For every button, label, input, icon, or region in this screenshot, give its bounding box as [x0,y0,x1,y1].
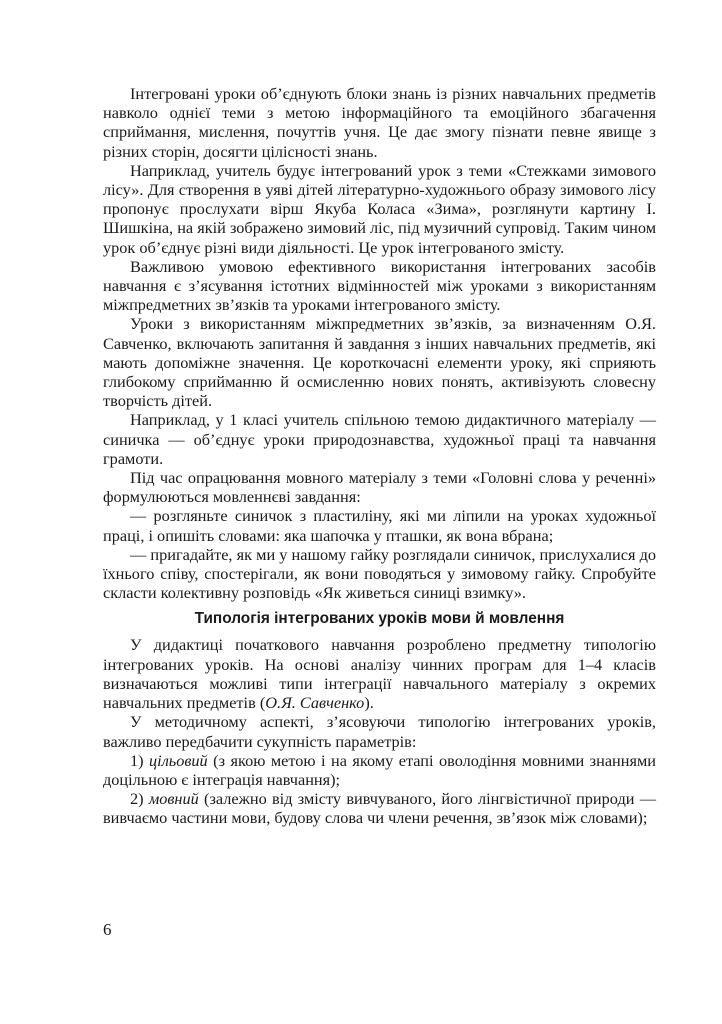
paragraph-typology-text: У дидактиці початкового навчання розроблено предметну типологію інтегрованих уроків. На основі аналізу чинних програм для 1–4 класів визначаються можливі типи інтеграції навчального матеріалу з окремих навчальних предметів ( [103,635,656,713]
paragraph-typology-end: ). [364,693,374,713]
paragraph-speech-tasks: Під час опрацювання мовного матеріалу з теми «Головні слова у реченні» формулюються мовленнєві завдання: [103,468,656,507]
parameter-name: мовний [148,789,199,809]
paragraph-methodical-aspect: У методичному аспекті, з’ясовуючи типологію інтегрованих уроків, важливо передбачити сукупність параметрів: [103,712,656,751]
list-item-parameter-1 [103,751,656,789]
paragraph-important-condition: Важливою умовою ефективного використання інтегрованих засобів навчання є з’ясування істотних відмінностей між уроками з використанням міжпредметних зв’язків та уроками інтегрованого змісту. [103,256,656,315]
list-item-task-1: — розгляньте синичок з пластиліну, які ми ліпили на уроках художньої праці, і опишіть словами: яка шапочка у пташки, як вона вбрана; [103,506,656,545]
list-item-number: 2) [130,789,149,809]
page-number: 6 [103,920,112,939]
list-item-parameter-2 [103,789,656,827]
paragraph-example-winter-forest: Наприклад, учитель будує інтегрований урок з теми «Стежками зимового лісу». Для створення в уяві дітей літературно-художнього образу зимового лісу пропонує прослухати вірш Якуба Коласа «Зима», розглянути картину І. Шишкіна, на якій зображено зимовий ліс, під музичний супровід. Таким чином урок об’єднує різні види діяльності. Це урок інтегрованого змісту. [103,160,656,257]
parameter-name: цільовий [149,750,208,770]
list-item-task-2: — пригадайте, як ми у нашому гайку розглядали синичок, прислухалися до їхнього співу, спостерігали, як вони поводяться у зимовому гайку. Спробуйте скласти колективну розповідь «Як живеться синиці взимку». [103,544,656,603]
paragraph-typology [103,635,656,712]
list-item-number: 1) [130,750,150,770]
section-heading: Типологія інтегрованих уроків мови й мовлення [194,610,565,628]
author-name: О.Я. Савченко [265,693,365,713]
page-body [103,84,656,828]
paragraph-integrated-lessons: Інтегровані уроки об’єднують блоки знань із різних навчальних предметів навколо однієї теми з метою інформаційного та емоційного збагачення сприймання, мислення, почуттів учня. Це дає змогу пізнати певне явище з різних сторін, досягти цілісності знань. [103,84,656,161]
parameter-description: (залежно від змісту вивчуваного, його лінгвістичної природи — вивчаємо частини мови, будову слова чи члени речення, зв’язок між словами); [103,789,656,828]
parameter-description: (з якою метою і на якому етапі оволодіння мовними знаннями доцільною є інтеграція навчання); [103,750,656,789]
paragraph-example-titmouse: Наприклад, у 1 класі учитель спільною темою дидактичного матеріалу — синичка — об’єднує уроки природознавства, художньої праці та навчання грамоти. [103,410,656,468]
paragraph-interdisciplinary-lessons: Уроки з використанням міжпредметних зв’язків, за визначенням О.Я. Савченко, включають запитання й завдання з інших навчальних предметів, які мають допоміжне значення. Це короткочасні елементи уроку, які сприяють глибокому сприйманню й осмисленню нових понять, активізують словесну творчість дітей. [103,314,656,411]
